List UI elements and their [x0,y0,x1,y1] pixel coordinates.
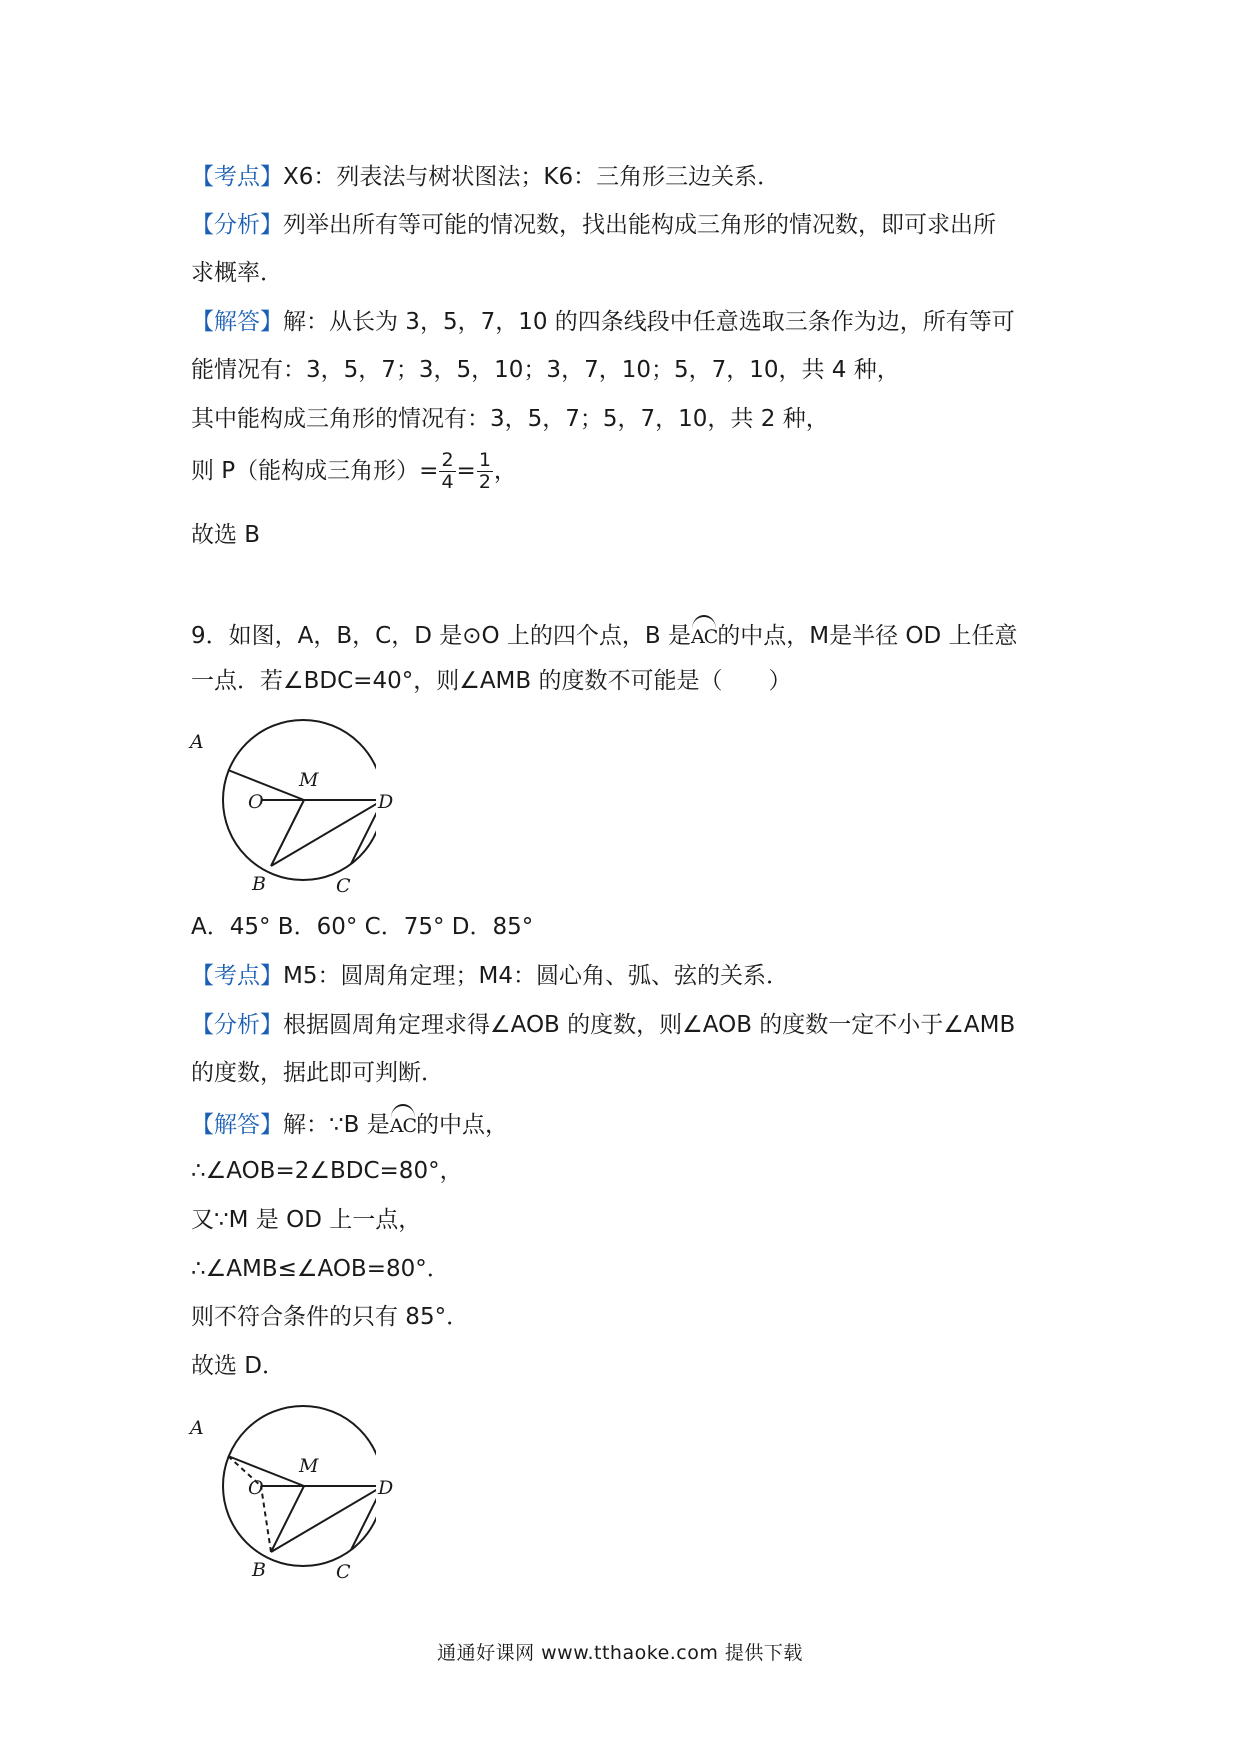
equals-sign: = [456,458,476,484]
jieda-text: 解：从长为 3，5，7，10 的四条线段中任意选取三条作为边，所有等可 [283,309,1015,335]
kaodian-tag: 【考点】 [191,164,283,190]
probability-suffix: ， [493,458,517,484]
q9-stem-line-2: 一点．若∠BDC=40°，则∠AMB 的度数不可能是（ ） [191,668,792,694]
label-o: O [248,1477,264,1499]
q9-step-3: ∴∠AMB≤∠AOB=80°． [191,1256,450,1282]
fraction-1-2 [477,450,493,493]
segment-cd [351,1486,376,1550]
kaodian-tag: 【考点】 [191,963,283,989]
label-d-holder [376,1472,406,1502]
fraction-numerator: 1 [478,449,491,471]
kaodian-text: M5：圆周角定理；M4：圆心角、弧、弦的关系． [283,963,789,989]
label-d: D [378,791,394,813]
q9-step-2: 又∵M 是 OD 上一点， [191,1207,422,1233]
page-footer: 通通好课网 www.tthaoke.com 提供下载 [437,1642,803,1664]
q9-step-4: 则不符合条件的只有 85°． [191,1304,470,1330]
circle-solution-figure [186,1404,376,1579]
label-o: O [248,791,264,813]
segment-am [228,770,304,800]
fraction-denominator: 2 [478,471,491,493]
label-b: B [252,1559,266,1579]
fenxi-tag: 【分析】 [191,1012,283,1038]
q8-fenxi-line [191,210,1071,240]
q8-probability-line [191,449,1071,493]
q9-stem-line-1 [191,618,1071,652]
probability-prefix: 则 P（能构成三角形）= [191,458,439,484]
jieda-text-a: 解：∵B 是 [283,1112,390,1138]
q9-stem-part-a: 9．如图，A，B，C，D 是⊙O 上的四个点，B 是 [191,623,692,649]
q9-step-1: ∴∠AOB=2∠BDC=80°， [191,1158,463,1184]
kaodian-text: X6：列表法与树状图法；K6：三角形三边关系． [283,164,781,190]
q9-answer: 故选 D． [191,1353,286,1379]
label-m: M [299,769,319,791]
q8-fenxi-line-2: 求概率． [191,260,283,286]
q9-fenxi-line [191,1010,1071,1040]
segment-am [228,1456,304,1486]
segment-cd [351,800,376,864]
q8-cases-line: 能情况有：3，5，7；3，5，10；3，7，10；5，7，10，共 4 种， [191,357,900,383]
fraction-denominator: 4 [441,471,454,493]
q9-stem-part-b: 的中点，M是半径 OD 上任意 [717,623,1018,649]
q8-answer: 故选 B [191,522,261,548]
fenxi-text: 列举出所有等可能的情况数，找出能构成三角形的情况数，即可求出所 [283,212,996,238]
q9-options: A．45° B．60° C．75° D．85° [191,914,534,940]
label-c: C [336,1561,351,1579]
jieda-tag: 【解答】 [191,1112,283,1138]
q9-jieda-line [191,1107,1071,1141]
q9-fenxi-line-2: 的度数，据此即可判断． [191,1060,444,1086]
circle-figure [186,718,376,893]
arc-ac: AC [691,618,717,652]
jieda-tag: 【解答】 [191,309,283,335]
label-m: M [299,1455,319,1477]
label-d-holder [376,786,406,816]
arc-ac: AC [390,1107,416,1141]
fenxi-text: 根据圆周角定理求得∠AOB 的度数，则∠AOB 的度数一定不小于∠AMB [283,1012,1016,1038]
label-d: D [378,1477,394,1499]
label-b: B [252,873,266,893]
q9-kaodian-line [191,961,1071,991]
fenxi-tag: 【分析】 [191,212,283,238]
fraction-2-4 [439,450,455,493]
label-a: A [190,731,204,753]
q8-triangle-cases-line: 其中能构成三角形的情况有：3，5，7；5，7，10，共 2 种， [191,406,829,432]
fraction-numerator: 2 [441,449,454,471]
label-a: A [190,1417,204,1439]
q8-jieda-line [191,307,1071,337]
jieda-text-b: 的中点， [416,1112,508,1138]
label-c: C [336,875,351,893]
q8-kaodian-line [191,162,1071,192]
